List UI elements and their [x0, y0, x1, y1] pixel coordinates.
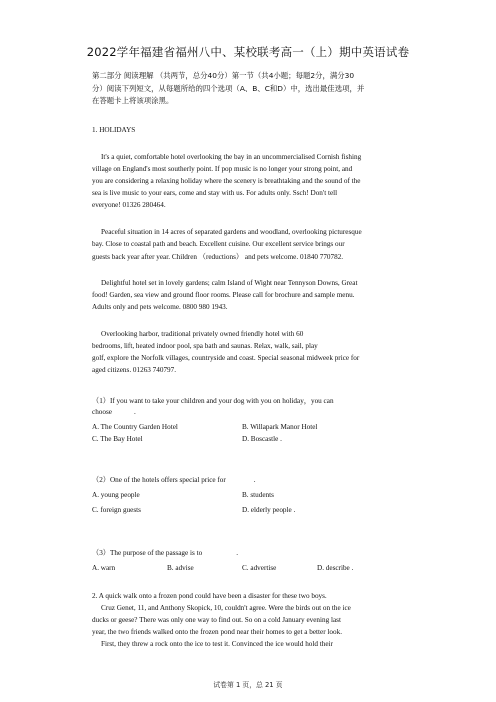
passage-line: Delightful hotel set in lovely gardens; calm Island of Wight near Tennyson Downs, Great	[101, 279, 358, 287]
passage-line: sea is live music to your ears, come and stay with us. For adults only. Ssch! Don't tell	[92, 189, 338, 197]
option-b[interactable]: B. students	[242, 491, 274, 499]
passage-line: everyone! 01326 280464.	[92, 201, 166, 209]
passage-line: food! Garden, sea view and ground floor rooms. Please call for brochure and sample menu.	[92, 291, 355, 299]
passage-line: Cruz Genet, 11, and Anthony Skopick, 10, couldn't agree. Were the birds out on the ice	[101, 604, 351, 612]
passage-line: golf, explore the Norfolk villages, countryside and coast. Special seasonal midweek price for	[92, 354, 360, 362]
question-stem-end: .	[133, 408, 136, 416]
passage-line: you are considering a relaxing holiday where the scenery is breathtaking and the sound of the	[92, 177, 361, 185]
passage-heading: 1. HOLIDAYS	[92, 126, 136, 134]
instruction-line: 在答题卡上将该项涂黑。	[92, 96, 174, 105]
passage-line: First, they threw a rock onto the ice to test it. Convinced the ice would hold their	[101, 640, 333, 648]
option-b[interactable]: B. Willapark Manor Hotel	[242, 423, 318, 431]
question-stem-text: （2）One of the hotels offers special price for	[92, 476, 226, 484]
passage-line: ducks or geese? There was only one way to find out. So on a cold January evening last	[92, 616, 341, 624]
passage-line: Overlooking harbor, traditional privately owned friendly hotel with 60	[101, 330, 304, 338]
passage-line: It's a quiet, comfortable hotel overlooking the bay in an uncommercialised Cornish fishing	[101, 153, 362, 161]
passage-line: Peaceful situation in 14 acres of separated gardens and woodland, overlooking picturesque	[101, 228, 362, 236]
option-d[interactable]: D. describe .	[317, 564, 354, 572]
question-stem	[92, 475, 256, 485]
page-footer: 试卷第 1 页，总 21 页	[213, 681, 283, 689]
page-title: 2022学年福建省福州八中、某校联考高一（上）期中英语试卷	[86, 45, 410, 59]
option-d[interactable]: D. Boscastle .	[242, 435, 282, 443]
section-instructions	[92, 70, 417, 108]
option-c[interactable]: C. advertise	[242, 564, 277, 572]
option-c[interactable]: C. foreign guests	[92, 506, 141, 514]
option-a[interactable]: A. young people	[92, 491, 140, 499]
passage-line: village on England's most southerly point. If pop music is no longer your strong point, and	[92, 165, 353, 173]
instruction-line: 分）阅读下列短文，从每题所给的四个选项（A、B、C和D）中，选出最佳选项，并	[92, 83, 365, 93]
question-stem-end: .	[253, 476, 256, 484]
passage-line: 2. A quick walk onto a frozen pond could have been a disaster for these two boys.	[92, 592, 327, 600]
instruction-line: 第二部分 阅读理解 （共两节，总分40分）第一节（共4小题；每题2分，满分30	[92, 71, 355, 80]
option-b[interactable]: B. advise	[167, 564, 194, 572]
passage-line: bedrooms, lift, heated indoor pool, spa bath and saunas. Relax, walk, sail, play	[92, 342, 318, 350]
question-stem-text: （3）The purpose of the passage is to	[92, 549, 203, 557]
passage-line: year, the two friends walked onto the frozen pond near their homes to get a better look.	[92, 628, 342, 636]
option-d[interactable]: D. elderly people .	[242, 506, 296, 514]
question-stem-end: .	[236, 549, 238, 557]
option-a[interactable]: A. warn	[92, 564, 116, 572]
question-stem: （1）If you want to take your children and your dog with you on holiday，you can	[92, 397, 334, 405]
passage-line: aged citizens. 01263 740797.	[92, 366, 177, 374]
question-stem	[92, 548, 238, 558]
question-stem-text: choose	[92, 408, 112, 416]
passage-line: Adults only and pets welcome. 0800 980 1943.	[92, 303, 228, 311]
passage-line: guests back year after year. Children （reductions） and pets welcome. 01840 770782.	[92, 253, 344, 261]
question-stem	[92, 408, 136, 416]
option-a[interactable]: A. The Country Garden Hotel	[92, 423, 178, 431]
option-c[interactable]: C. The Bay Hotel	[92, 435, 143, 443]
passage-line: bay. Close to coastal path and beach. Excellent cuisine. Our excellent service brings our	[92, 240, 345, 248]
